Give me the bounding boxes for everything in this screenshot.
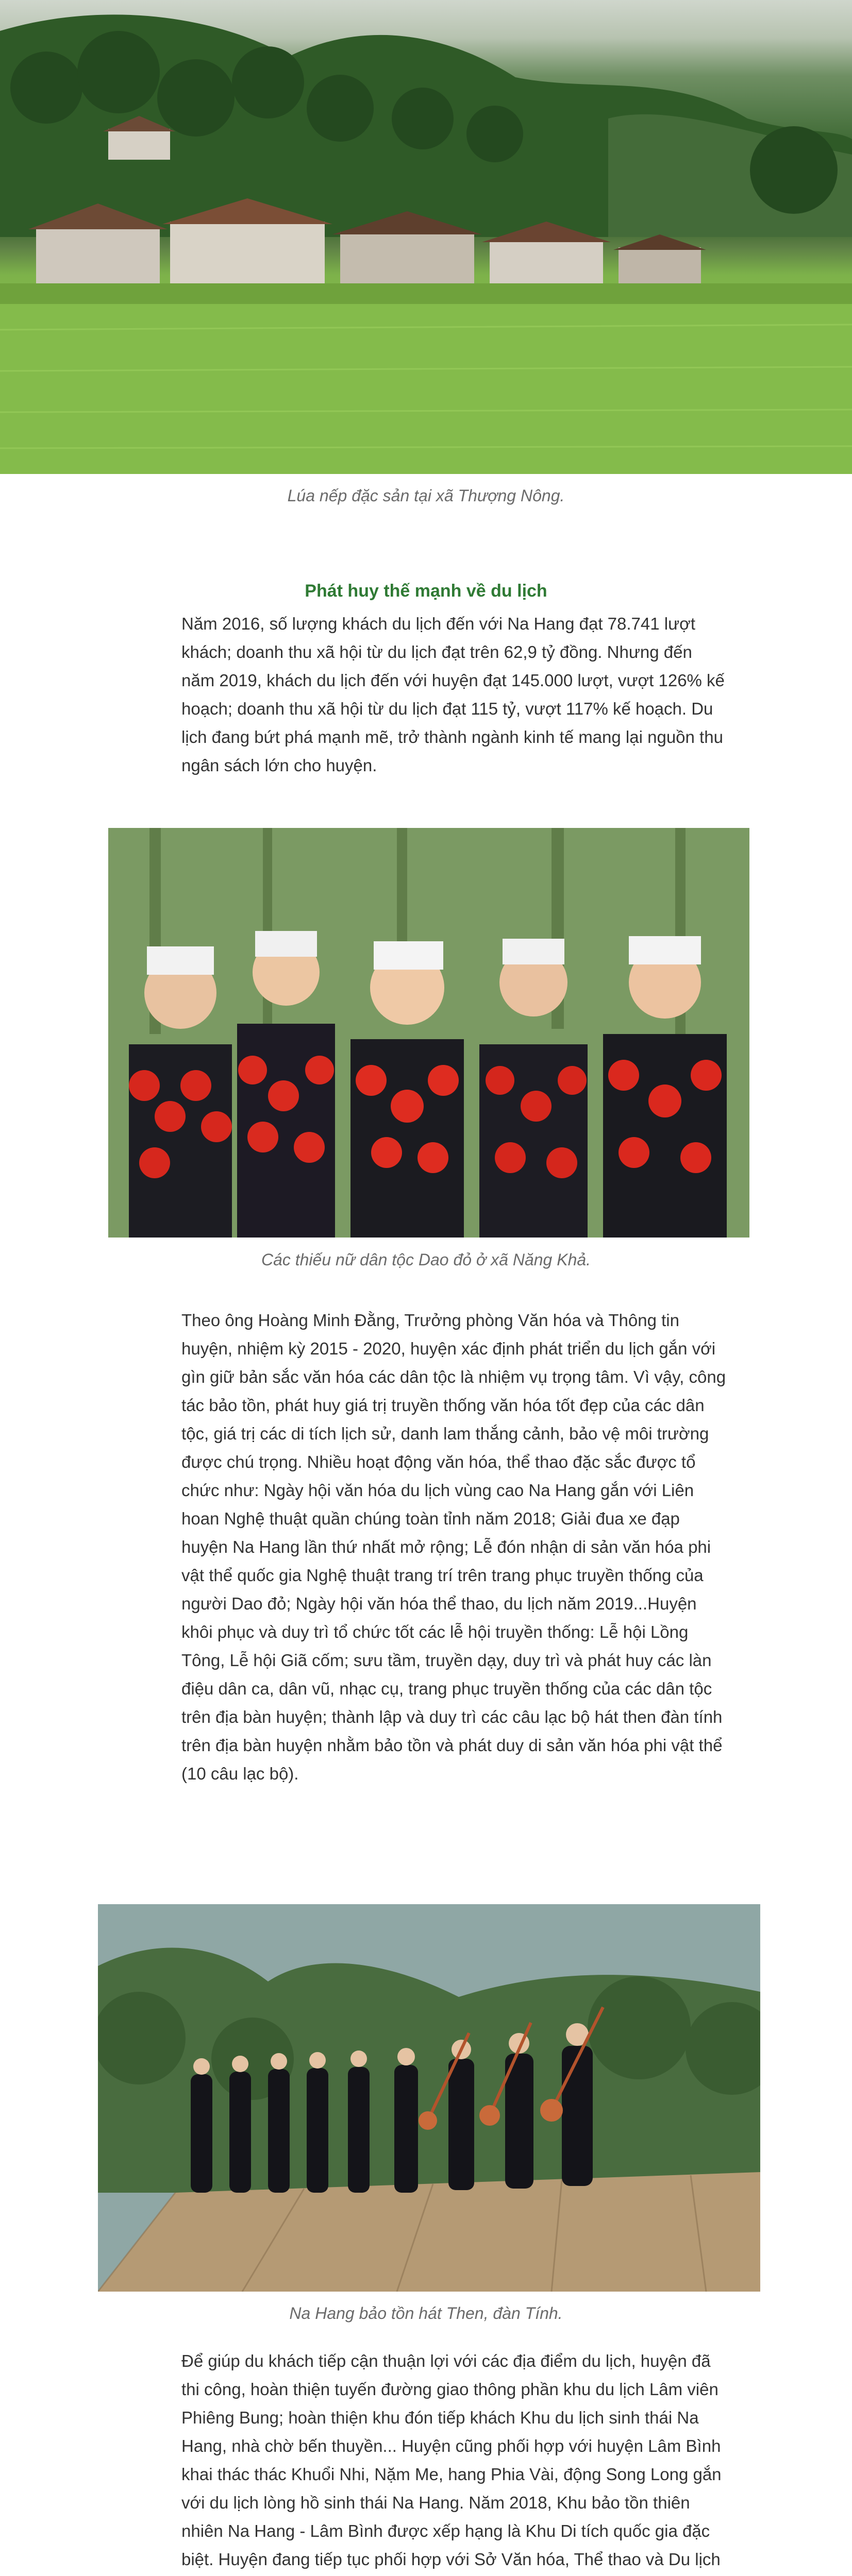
rice-field-illustration	[0, 0, 852, 474]
rice-field-photo	[0, 0, 852, 474]
photo-caption: Lúa nếp đặc sản tại xã Thượng Nông.	[287, 486, 565, 505]
paragraph: Theo ông Hoàng Minh Đằng, Trưởng phòng Văn hóa và Thông tin huyện, nhiệm kỳ 2015 - 2020, huyện xác định phát triển du lịch gắn với gìn giữ bản sắc văn hóa các dân tộc là nhiệm vụ trọng tâm. Vì vậy, công tác bảo tồn, phát huy giá trị truyền thống văn hóa tốt đẹp của các dân tộc, giá trị các di tích lịch sử, danh lam thắng cảnh, bảo vệ môi trường được chú trọng. Nhiều hoạt động văn hóa, thể thao đặc sắc được tổ chức như: Ngày hội văn hóa du lịch vùng cao Na Hang gắn với Liên hoan Nghệ thuật quần chúng toàn tỉnh năm 2018; Giải đua xe đạp huyện Na Hang lần thứ nhất mở rộng; Lễ đón nhận di sản văn hóa phi vật thể quốc gia Nghệ thuật trang trí trên trang phục truyền thống của người Dao đỏ; Ngày hội văn hóa thể thao, du lịch năm 2019...Huyện khôi phục và duy trì tổ chức tốt các lễ hội truyền thống: Lễ hội Lồng Tông, Lễ hội Giã cốm; sưu tầm, truyền dạy, duy trì và phát huy các làn điệu dân ca, dân vũ, nhạc cụ, trang phục truyền thống của các dân tộc trên địa bàn huyện; thành lập và duy trì các câu lạc bộ hát then đàn tính trên địa bàn huyện nhằm bảo tồn và phát duy di sản văn hóa phi vật thể (10 câu lạc bộ).	[181, 1311, 726, 1783]
photo-caption: Na Hang bảo tồn hát Then, đàn Tính.	[289, 2304, 563, 2323]
photo-caption: Các thiếu nữ dân tộc Dao đỏ ở xã Năng Khả.	[261, 1250, 591, 1269]
then-singing-illustration	[98, 1904, 760, 2292]
then-singing-photo	[98, 1904, 760, 2292]
dao-girls-photo	[108, 828, 749, 1238]
section-heading: Phát huy thế mạnh về du lịch	[305, 581, 547, 601]
paragraph: Năm 2016, số lượng khách du lịch đến với Na Hang đạt 78.741 lượt khách; doanh thu xã hội từ du lịch đạt trên 62,9 tỷ đồng. Nhưng đến năm 2019, khách du lịch đến với huyện đạt 145.000 lượt, vượt 126% kế hoạch; doanh thu xã hội từ du lịch đạt 115 tỷ, vượt 117% kế hoạch. Du lịch đang bứt phá mạnh mẽ, trở thành ngành kinh tế mang lại nguồn thu ngân sách lớn cho huyện.	[181, 614, 725, 775]
dao-girls-illustration	[108, 828, 749, 1238]
paragraph: Để giúp du khách tiếp cận thuận lợi với các địa điểm du lịch, huyện đã thi công, hoàn thiện tuyến đường giao thông phần khu du lịch Lâm viên Phiêng Bung; hoàn thiện khu đón tiếp khách Khu du lịch sinh thái Na Hang, nhà chờ bến thuyền... Huyện cũng phối hợp với huyện Lâm Bình khai thác thác Khuổi Nhi, Nặm Me, hang Phia Vài, động Song Long gắn với du lịch lòng hồ sinh thái Na Hang. Năm 2018, Khu bảo tồn thiên nhiên Na Hang - Lâm Bình được xếp hạng là Khu Di tích quốc gia đặc biệt. Huyện đang tiếp tục phối hợp với Sở Văn hóa, Thể thao và Du lịch	[181, 2351, 722, 2569]
